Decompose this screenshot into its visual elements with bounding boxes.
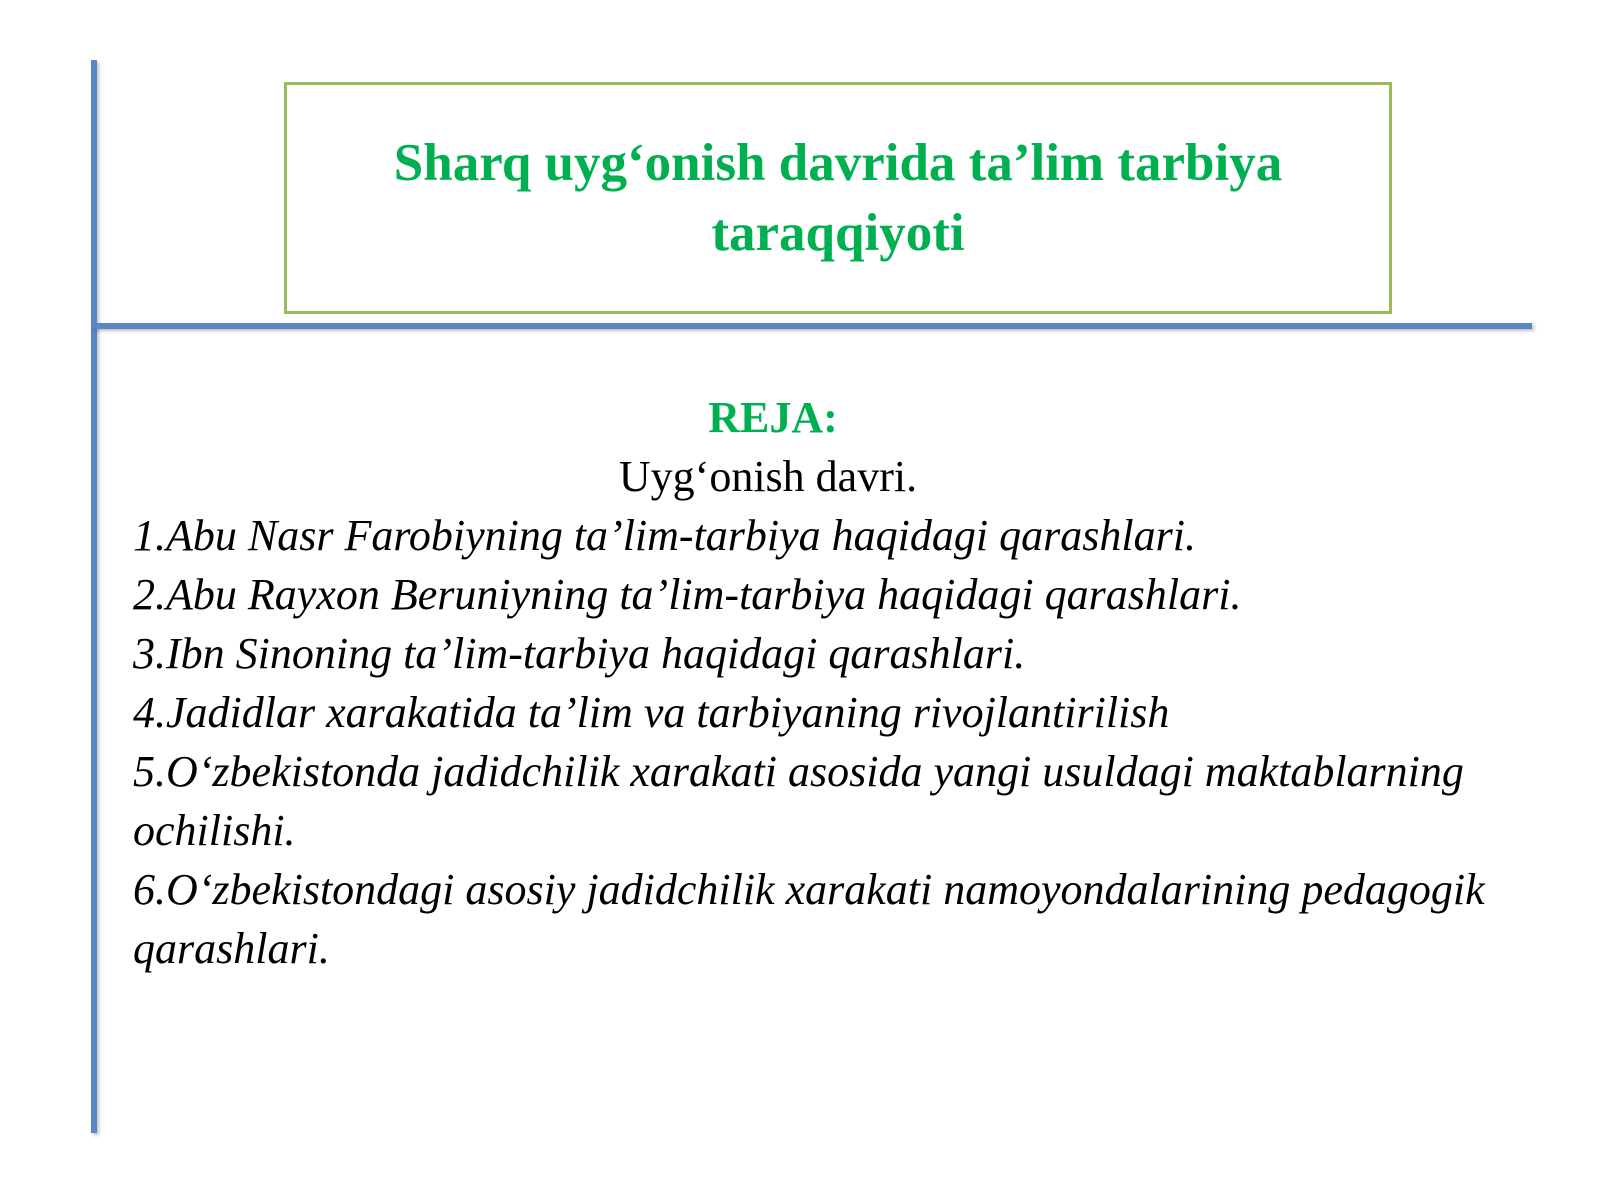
plan-heading: REJA: [708,393,838,442]
plan-section [133,388,1540,978]
plan-item-5: 5.O‘zbekistonda jadidchilik xarakati asosida yangi usuldagi maktablarning ochilishi. [133,747,1464,855]
plan-item-4: 4.Jadidlar xarakatida ta’lim va tarbiyaning rivojlantirilish [133,688,1170,737]
plan-list [133,506,1540,978]
plan-item-2: 2.Abu Rayxon Beruniyning ta’lim-tarbiya haqidagi qarashlari. [133,570,1242,619]
plan-subtitle: Uyg‘onish davri. [618,452,918,501]
title-box [284,82,1392,314]
plan-item-6: 6.O‘zbekistondagi asosiy jadidchilik xarakati namoyondalarining pedagogik qarashlari. [133,865,1540,973]
plan-item-1: 1.Abu Nasr Farobiyning ta’lim-tarbiya haqidagi qarashlari. [133,511,1196,560]
slide-title: Sharq uyg‘onish davrida ta’lim tarbiya taraqqiyoti [393,134,1283,262]
plan-item-3: 3.Ibn Sinoning ta’lim-tarbiya haqidagi qarashlari. [133,629,1026,678]
horizontal-accent-line [93,323,1532,329]
vertical-accent-line [91,60,97,1133]
